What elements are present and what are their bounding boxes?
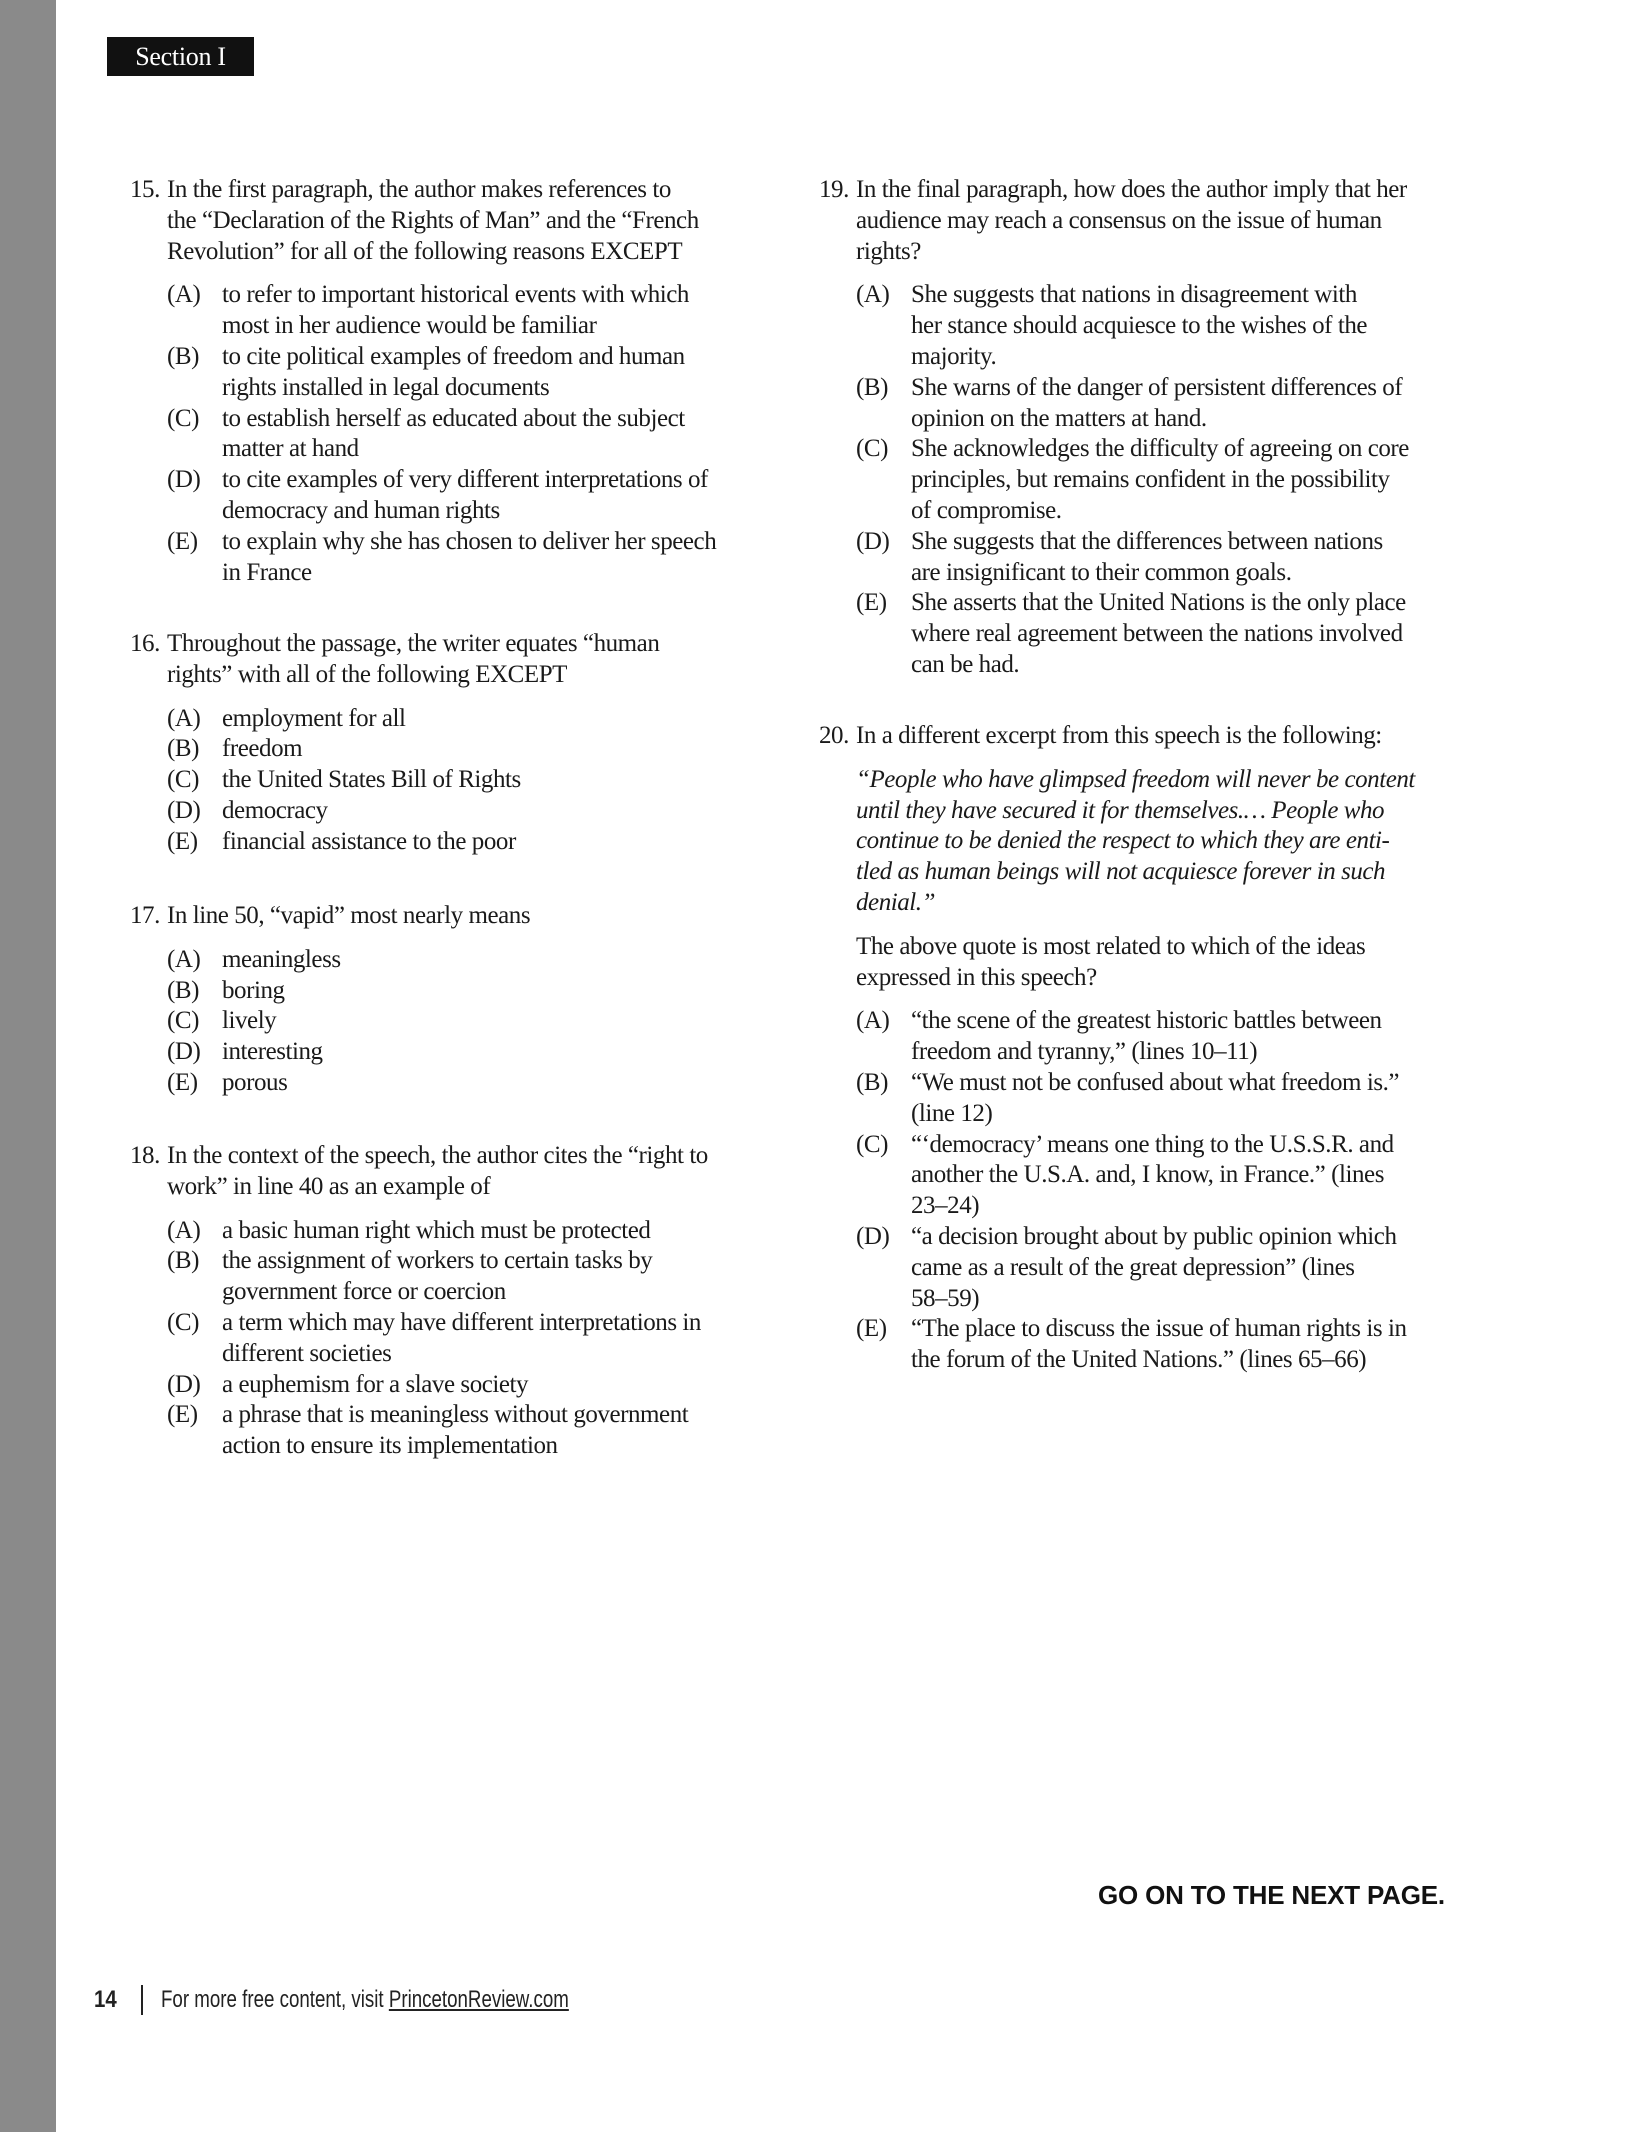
answer-choice[interactable] <box>130 527 770 589</box>
choice-text: a phrase that is meaningless without government action to ensure its implementation <box>222 1401 689 1460</box>
choice-letter: (E) <box>167 527 198 555</box>
choice-letter: (E) <box>856 589 887 617</box>
choice-text: porous <box>222 1068 288 1096</box>
choice-text: She suggests that nations in disagreement with her stance should acquiesce to the wishes of the majority. <box>911 281 1368 370</box>
choice-letter: (D) <box>856 1222 890 1250</box>
answer-choice[interactable] <box>819 1068 1479 1130</box>
footer-divider <box>141 1985 143 2015</box>
choice-text: She acknowledges the difficulty of agreeing on core principles, but remains confident in the possibility of compromise. <box>911 435 1409 524</box>
choice-letter: (A) <box>856 281 890 309</box>
answer-choice[interactable] <box>819 373 1479 435</box>
choice-text: She warns of the danger of persistent differences of opinion on the matters at hand. <box>911 373 1403 432</box>
choice-letter: (E) <box>856 1315 887 1343</box>
question-20 <box>819 721 1479 1376</box>
answer-choice[interactable] <box>819 1314 1479 1376</box>
answer-choice[interactable] <box>130 1400 770 1462</box>
answer-choice[interactable] <box>819 1006 1479 1068</box>
answer-choice[interactable] <box>130 1216 770 1247</box>
choice-letter: (A) <box>167 704 201 732</box>
answer-choice[interactable] <box>819 434 1479 526</box>
answer-choice[interactable] <box>130 465 770 527</box>
choice-letter: (E) <box>167 1068 198 1096</box>
answer-choice[interactable] <box>130 280 770 342</box>
choice-text: to explain why she has chosen to deliver her speech in France <box>222 527 717 586</box>
choice-letter: (C) <box>856 435 888 463</box>
question-stem: 20. In a different excerpt from this speech is the following: <box>819 721 1479 752</box>
footer-text: For more free content, visit PrincetonReview.com <box>161 1986 569 2013</box>
choice-text: interesting <box>222 1038 323 1066</box>
choice-text: the United States Bill of Rights <box>222 766 521 794</box>
answer-choice[interactable] <box>130 827 770 858</box>
question-stem: 16. Throughout the passage, the writer equates “human rights” with all of the following EXCEPT <box>130 630 660 688</box>
question-15 <box>130 175 770 588</box>
choice-text: employment for all <box>222 704 406 732</box>
page-gutter <box>0 0 56 2132</box>
choice-letter: (B) <box>167 735 199 763</box>
question-18 <box>130 1141 770 1462</box>
footer <box>94 1984 684 2016</box>
answer-choice[interactable] <box>130 1037 770 1068</box>
answer-choice[interactable] <box>130 1370 770 1401</box>
page-number: 14 <box>94 1986 117 2013</box>
choice-text: “‘democracy’ means one thing to the U.S.S.R. and another the U.S.A. and, I know, in France.” (lines 23–24) <box>911 1130 1394 1220</box>
choice-text: democracy <box>222 796 328 824</box>
answer-choice[interactable] <box>130 1006 770 1037</box>
answer-choice[interactable] <box>819 280 1479 372</box>
choice-letter: (C) <box>167 1007 199 1035</box>
choice-letter: (E) <box>167 827 198 855</box>
choice-letter: (B) <box>856 373 888 401</box>
answer-choice[interactable] <box>130 734 770 765</box>
question-stem: 19. In the final paragraph, how does the author imply that her audience may reach a consensus on the issue of human rights? <box>819 176 1407 265</box>
choice-letter: (D) <box>167 1370 201 1398</box>
choice-text: “We must not be confused about what freedom is.” (line 12) <box>911 1068 1400 1127</box>
answer-choice[interactable] <box>130 704 770 735</box>
answer-choice[interactable] <box>130 342 770 404</box>
question-stem: 18. In the context of the speech, the author cites the “right to work” in line 40 as an example of <box>130 1142 708 1200</box>
choice-text: boring <box>222 976 285 1004</box>
choice-text: “the scene of the greatest historic battles between freedom and tyranny,” (lines 10–11) <box>911 1007 1382 1066</box>
choice-letter: (A) <box>167 945 201 973</box>
answer-choice[interactable] <box>130 765 770 796</box>
section-label: Section I <box>107 37 254 76</box>
choice-text: “a decision brought about by public opinion which came as a result of the great depression” (lines 58–59) <box>911 1222 1397 1312</box>
choice-text: financial assistance to the poor <box>222 827 516 855</box>
next-page-notice: GO ON TO THE NEXT PAGE. <box>1098 1880 1445 1910</box>
choice-text: a basic human right which must be protected <box>222 1216 651 1244</box>
choice-text: a term which may have different interpretations in different societies <box>222 1308 701 1367</box>
quoted-excerpt: “People who have glimpsed freedom will never be content until they have secured it for themselves.… People who continue to be denied the respect to which they are enti- tled as human beings will not acquiesce forever in such denial.” <box>856 765 1415 916</box>
choice-text: to cite examples of very different interpretations of democracy and human rights <box>222 466 708 524</box>
answer-choice[interactable] <box>130 404 770 466</box>
choice-letter: (C) <box>167 1308 199 1336</box>
answer-choice[interactable] <box>819 1130 1479 1222</box>
question-19 <box>819 175 1479 681</box>
question-stem: 17. In line 50, “vapid” most nearly means <box>130 901 770 932</box>
answer-choice[interactable] <box>130 1068 770 1099</box>
answer-choice[interactable] <box>819 588 1479 680</box>
question-number: 15. <box>130 176 160 203</box>
answer-choice[interactable] <box>130 945 770 976</box>
choice-letter: (B) <box>167 1247 199 1275</box>
question-number: 16. <box>130 630 160 657</box>
choice-text: to refer to important historical events with which most in her audience would be familiar <box>222 281 689 340</box>
choice-letter: (B) <box>167 342 199 370</box>
choice-text: meaningless <box>222 945 341 973</box>
choice-text: freedom <box>222 735 303 763</box>
princeton-review-link[interactable]: PrincetonReview.com <box>388 1986 569 2013</box>
question-stem: 15. In the first paragraph, the author makes references to the “Declaration of the Rights of Man” and the “French Revolution” for all of the following reasons EXCEPT <box>130 176 699 265</box>
choice-letter: (C) <box>167 404 199 432</box>
choice-text: “The place to discuss the issue of human rights is in the forum of the United Nations.” (lines 65–66) <box>911 1315 1407 1374</box>
question-number: 17. <box>130 902 160 929</box>
choice-text: to cite political examples of freedom and human rights installed in legal documents <box>222 342 685 401</box>
choice-letter: (E) <box>167 1401 198 1429</box>
choice-text: the assignment of workers to certain tasks by government force or coercion <box>222 1247 653 1306</box>
question-16 <box>130 629 770 858</box>
question-17 <box>130 901 770 1099</box>
choice-letter: (B) <box>167 976 199 1004</box>
choice-letter: (D) <box>856 527 890 555</box>
choice-text: She asserts that the United Nations is the only place where real agreement between the nations involved can be had. <box>911 589 1406 678</box>
answer-choice[interactable] <box>130 1246 770 1308</box>
choice-letter: (A) <box>167 1216 201 1244</box>
choice-text: She suggests that the differences between nations are insignificant to their common goals. <box>911 527 1383 586</box>
choice-letter: (A) <box>856 1007 890 1035</box>
question-number: 18. <box>130 1142 160 1169</box>
question-number: 19. <box>819 176 849 203</box>
choice-text: to establish herself as educated about the subject matter at hand <box>222 404 685 463</box>
question-number: 20. <box>819 722 849 749</box>
choice-letter: (D) <box>167 1038 201 1066</box>
choice-letter: (D) <box>167 466 201 494</box>
answer-choice[interactable] <box>130 976 770 1007</box>
choice-letter: (B) <box>856 1068 888 1096</box>
answer-choice[interactable] <box>130 796 770 827</box>
answer-choice[interactable] <box>819 1222 1479 1314</box>
choice-letter: (C) <box>856 1130 888 1158</box>
choice-letter: (A) <box>167 281 201 309</box>
answer-choice[interactable] <box>130 1308 770 1370</box>
choice-text: a euphemism for a slave society <box>222 1370 529 1398</box>
question-followup: The above quote is most related to which of the ideas expressed in this speech? <box>856 932 1366 991</box>
choice-letter: (D) <box>167 796 201 824</box>
answer-choice[interactable] <box>819 527 1479 589</box>
choice-letter: (C) <box>167 766 199 794</box>
choice-text: lively <box>222 1007 277 1035</box>
